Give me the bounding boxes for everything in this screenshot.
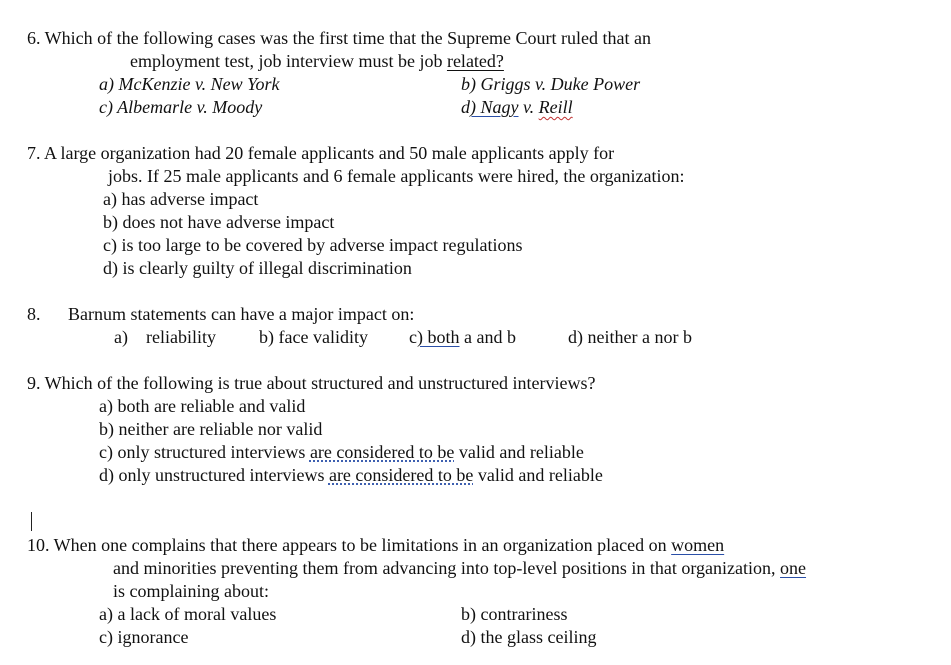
q9-option-b: b) neither are reliable nor valid [99, 419, 323, 439]
q6-option-d-letter: d [461, 97, 470, 117]
q10-option-b: b) contrariness [461, 604, 568, 624]
q6-option-d-mid: v. [518, 97, 539, 117]
q6-option-b: b) Griggs v. Duke Power [461, 74, 641, 94]
q10-stem-line-3: is complaining about: [113, 581, 269, 601]
q9-option-d-pre: d) only unstructured interviews [99, 465, 329, 485]
q10-stem-text-2: and minorities preventing them from advancing into top-level positions in that organization, [113, 558, 781, 578]
q10-option-d: d) the glass ceiling [461, 627, 597, 647]
q7-stem-line-2: jobs. If 25 male applicants and 6 female applicants were hired, the organization: [108, 166, 685, 186]
q9-option-c-pre: c) only structured interviews [99, 442, 310, 462]
q9-option-c-grammar-flag: are considered to be [309, 442, 455, 462]
text-cursor [31, 512, 32, 531]
q9-option-a: a) both are reliable and valid [99, 396, 306, 416]
q10-underlined-women: women [671, 535, 725, 555]
q9-option-d-post: valid and reliable [473, 465, 603, 485]
q8-option-c-hyperlink[interactable]: ) both [417, 327, 460, 347]
q10-option-c: c) ignorance [99, 627, 189, 647]
q8-option-c [409, 326, 516, 349]
q8-number: 8. [27, 304, 41, 324]
q10-underlined-one: one [780, 558, 807, 578]
q8-option-c-letter: c [409, 327, 417, 347]
q6-option-a: a) McKenzie v. New York [99, 74, 280, 94]
q6-underlined-word: related? [446, 51, 504, 71]
q7-option-c: c) is too large to be covered by adverse impact regulations [103, 235, 523, 255]
q6-option-d-hyperlink[interactable]: ) Nagy [470, 97, 519, 117]
q8-option-a: a) reliability [114, 327, 216, 347]
q9-option-c [99, 441, 584, 464]
q6-stem-line-2 [130, 50, 504, 73]
q8-option-d: d) neither a nor b [568, 327, 692, 347]
q7-stem-line-1: 7. A large organization had 20 female applicants and 50 male applicants apply for [27, 143, 615, 163]
q10-stem-line-1 [27, 534, 724, 557]
q9-option-d [99, 464, 603, 487]
q8-option-b: b) face validity [259, 327, 368, 347]
q6-stem-line-1: 6. Which of the following cases was the first time that the Supreme Court ruled that an [27, 28, 652, 48]
q10-stem-text-1: 10. When one complains that there appears to be limitations in an organization placed on [27, 535, 672, 555]
q7-option-b: b) does not have adverse impact [103, 212, 335, 232]
q6-option-c: c) Albemarle v. Moody [99, 97, 263, 117]
q10-option-a: a) a lack of moral values [99, 604, 277, 624]
q8-option-c-rest: a and b [459, 327, 516, 347]
q6-option-d-spellcheck-word: Reill [538, 97, 573, 117]
q9-option-c-post: valid and reliable [454, 442, 584, 462]
q10-stem-line-2 [113, 557, 806, 580]
q6-stem-text: employment test, job interview must be job [130, 51, 447, 71]
q6-option-d [461, 96, 573, 119]
q7-option-d: d) is clearly guilty of illegal discrimination [103, 258, 412, 278]
q9-stem: 9. Which of the following is true about structured and unstructured interviews? [27, 373, 596, 393]
q9-option-d-grammar-flag: are considered to be [328, 465, 474, 485]
q8-stem: Barnum statements can have a major impact on: [68, 304, 415, 324]
q7-option-a: a) has adverse impact [103, 189, 259, 209]
